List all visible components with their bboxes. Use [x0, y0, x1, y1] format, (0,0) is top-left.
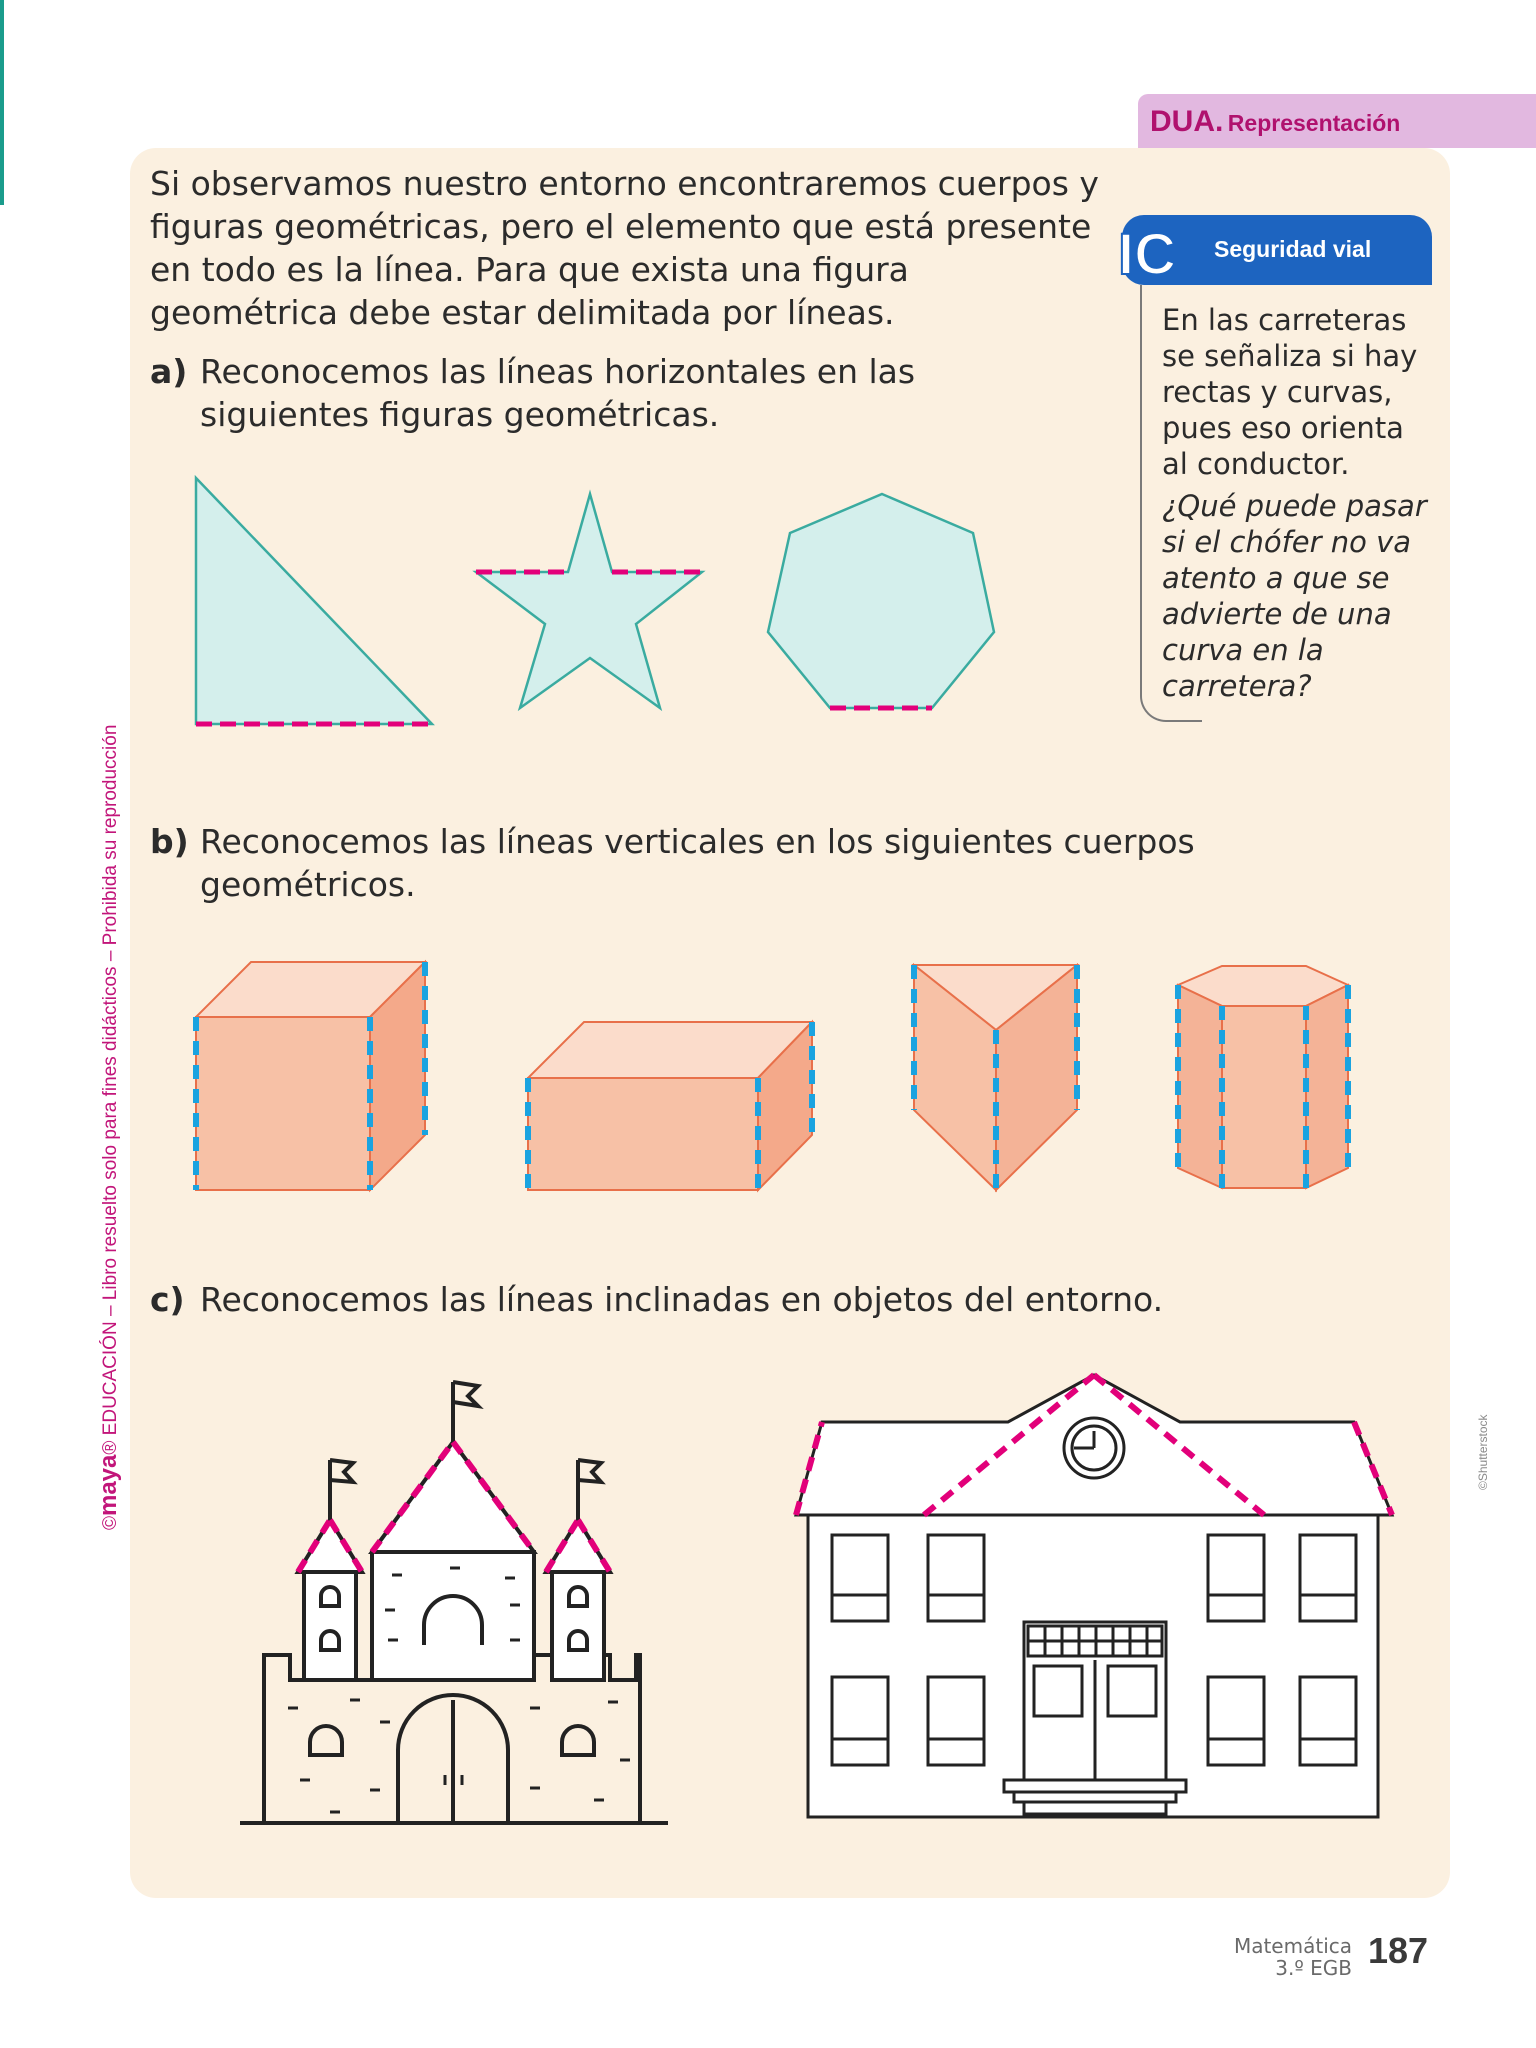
cube-solid [196, 962, 425, 1190]
image-credit: ©Shutterstock [1476, 1414, 1490, 1490]
brand-name: maya [95, 1454, 122, 1516]
sidebar-title: Seguridad vial [1214, 236, 1372, 262]
copyright-text: ® EDUCACIÓN – Libro resuelto solo para fines didácticos – Prohibida su reproducción [100, 724, 121, 1455]
sidebar-text: En las carreteras se señaliza si hay rectas y curvas, pues eso orienta al conductor. [1162, 303, 1418, 481]
star-figure [476, 494, 702, 708]
item-c-letter: c) [150, 1280, 185, 1319]
page-number: 187 [1368, 1930, 1429, 1971]
footer-subject [1170, 1935, 1352, 1979]
hexagonal-prism-solid [1178, 966, 1348, 1188]
dua-topic: Representación [1227, 110, 1401, 136]
grade-level: 3.º EGB [1275, 1956, 1352, 1980]
item-b-letter: b) [150, 822, 189, 861]
item-b-text: Reconocemos las líneas verticales en los siguientes cuerpos geométricos. [200, 822, 1195, 904]
school-drawing [796, 1375, 1392, 1817]
triangle-figure [196, 478, 432, 724]
intro-paragraph: Si observamos nuestro entorno encontraremos cuerpos y figuras geométricas, pero el elemento que está presente en todo es la línea. Para que exista una figura geométrica debe estar delimitada por líneas. [150, 164, 1099, 332]
subject-name: Matemática [1233, 1934, 1352, 1958]
item-a-text: Reconocemos las líneas horizontales en las siguientes figuras geométricas. [200, 352, 916, 434]
sidebar-question: ¿Qué puede pasar si el chófer no va atento a que se advierte de una curva en la carretera? [1162, 489, 1427, 703]
item-a-letter: a) [150, 352, 188, 391]
box-solid [528, 1022, 812, 1190]
triangular-prism-solid [914, 965, 1077, 1190]
item-c-text: Reconocemos las líneas inclinadas en objetos del entorno. [200, 1280, 1164, 1319]
heptagon-figure [768, 494, 994, 708]
ic-logo: IC [1118, 222, 1176, 287]
copyright-symbol: © [100, 1516, 121, 1530]
dua-label: DUA. [1150, 105, 1224, 138]
